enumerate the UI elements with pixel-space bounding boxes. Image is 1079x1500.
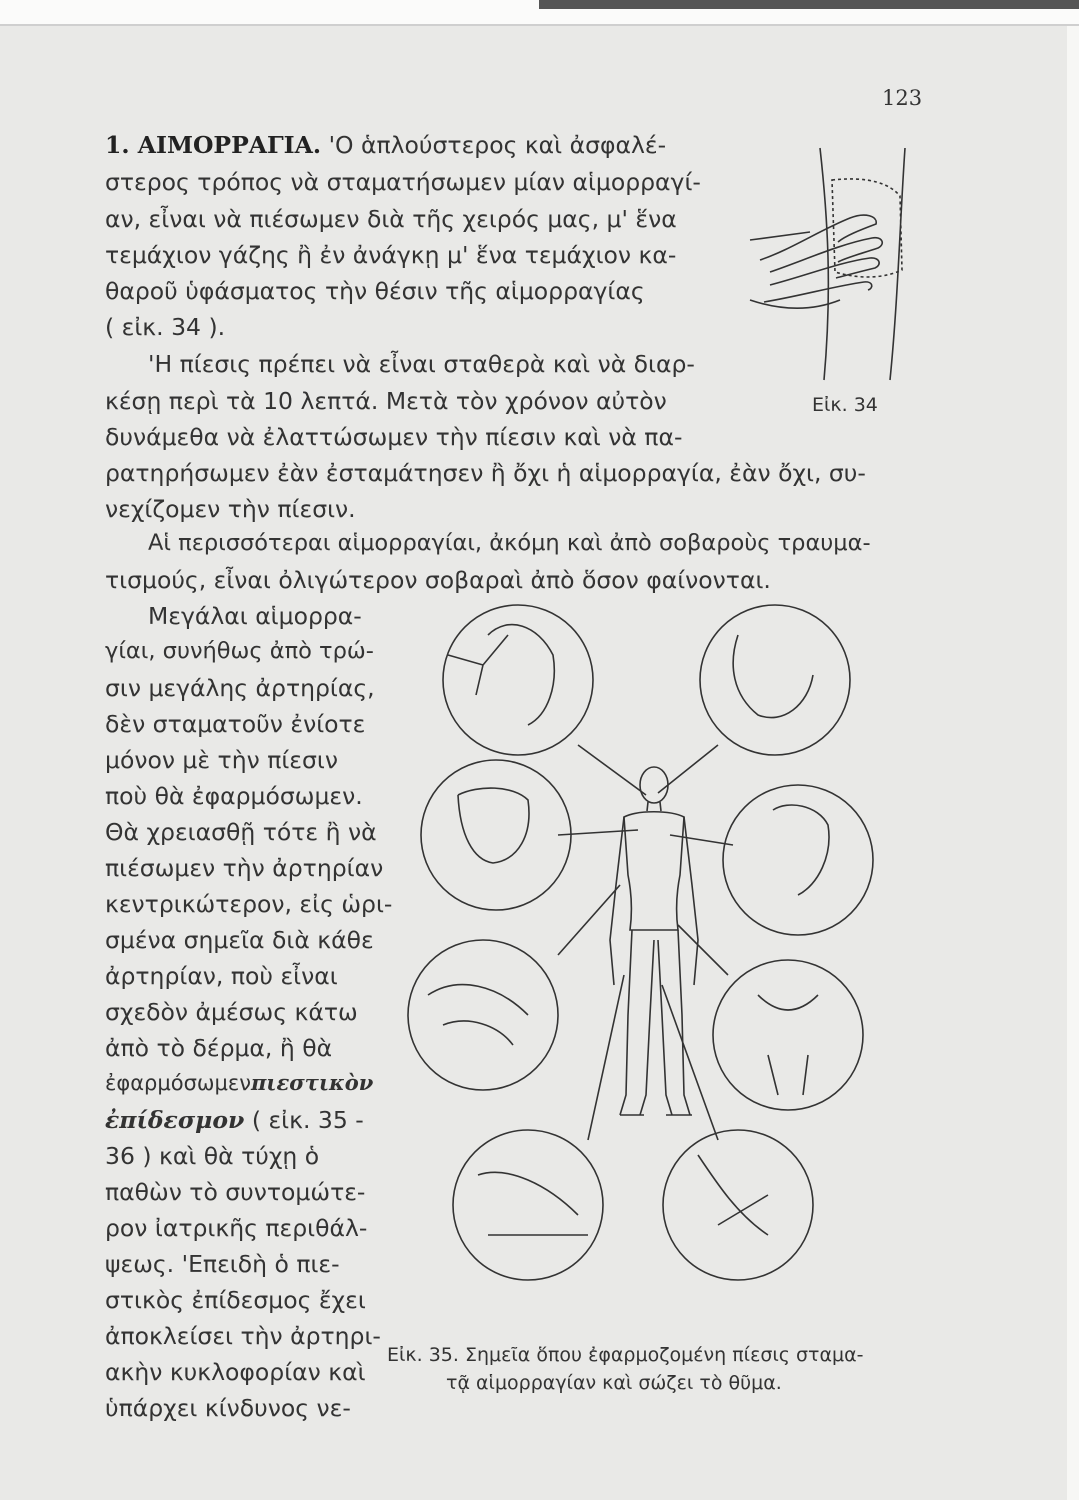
column-line: ἀρτηρίαν, ποὺ εἶναι — [105, 962, 338, 990]
text-line: νεχίζομεν τὴν πίεσιν. — [105, 495, 356, 523]
section-heading: 1. ΑΙΜΟΡΡΑΓΙΑ. — [105, 131, 322, 159]
text-line: 1. ΑΙΜΟΡΡΑΓΙΑ. 'Ο ἁπλούστερος καὶ ἀσφαλέ- — [105, 131, 667, 159]
scan-dark-strip — [539, 0, 1079, 9]
figure-35-illustration — [388, 595, 878, 1335]
column-line: στικὸς ἐπίδεσμος ἔχει — [105, 1286, 366, 1314]
column-line: γίαι, συνήθως ἀπὸ τρώ- — [105, 638, 374, 664]
column-line: σχεδὸν ἀμέσως κάτω — [105, 998, 358, 1026]
column-line: Θὰ χρειασθῇ τότε ἢ νὰ — [105, 818, 377, 846]
text-line: ( εἰκ. 34 ). — [105, 313, 226, 341]
connector-line — [588, 975, 624, 1140]
column-line: σμένα σημεῖα διὰ κάθε — [105, 926, 374, 954]
page-number: 123 — [882, 86, 923, 110]
column-line: δὲν σταματοῦν ἐνίοτε — [105, 710, 366, 738]
column-line: μόνον μὲ τὴν πίεσιν — [105, 746, 338, 774]
circle-jaw-point — [700, 605, 850, 755]
circle-arm-point — [408, 940, 558, 1090]
column-line: Μεγάλαι αἱμορρα- — [148, 602, 362, 630]
connector-line — [662, 985, 718, 1140]
figure-34-caption: Εἰκ. 34 — [812, 394, 878, 416]
scan-right-edge — [1067, 26, 1079, 1500]
connector-line — [558, 830, 638, 835]
circle-temple-point — [443, 605, 593, 755]
scan-rule — [0, 24, 1079, 26]
connector-line — [670, 835, 733, 845]
connector-line — [578, 745, 646, 795]
circle-carotid-point — [723, 785, 873, 935]
circle-forearm-point — [453, 1130, 603, 1280]
text-line: δυνάμεθα νὰ ἐλαττώσωμεν τὴν πίεσιν καὶ νὰ πα- — [105, 423, 683, 451]
scan-top-edge — [0, 0, 1079, 26]
text-line: θαροῦ ὑφάσματος τὴν θέσιν τῆς αἱμορραγίας — [105, 277, 645, 305]
text-line: 'Η πίεσις πρέπει νὰ εἶναι σταθερὰ καὶ νὰ διαρ- — [148, 350, 695, 378]
circle-neck-point — [421, 760, 571, 910]
figure-35-caption-line2: τᾷ αἱμορραγίαν καὶ σώζει τὸ θῦμα. — [446, 1372, 782, 1394]
column-line: ακὴν κυκλοφορίαν καὶ — [105, 1358, 366, 1386]
column-line: ἀποκλείσει τὴν ἀρτηρι- — [105, 1322, 381, 1350]
column-line: ψεως. 'Επειδὴ ὁ πιε- — [105, 1250, 340, 1278]
column-line: παθὼν τὸ συντομώτε- — [105, 1178, 366, 1206]
body-figure — [610, 767, 698, 1115]
text-line: ρατηρήσωμεν ἐὰν ἐσταμάτησεν ἢ ὄχι ἡ αἱμορραγία, ἐὰν ὄχι, συ- — [105, 459, 866, 487]
column-line: ἐφαρμόσωμενπιεστικὸν — [105, 1070, 374, 1095]
column-line: πιέσωμεν τὴν ἀρτηρίαν — [105, 854, 384, 882]
column-line: ὑπάρχει κίνδυνος νε- — [105, 1394, 351, 1422]
text-line: Αἱ περισσότεραι αἱμορραγίαι, ἀκόμη καὶ ἀπὸ σοβαροὺς τραυμα- — [148, 530, 871, 556]
column-line: 36 ) καὶ θὰ τύχῃ ὁ — [105, 1142, 320, 1170]
figure-35-caption-line1: Εἰκ. 35. Σημεῖα ὅπου ἐφαρμοζομένη πίεσις σταμα- — [387, 1344, 864, 1366]
text-line: αν, εἶναι νὰ πιέσωμεν διὰ τῆς χειρός μας, μ' ἕνα — [105, 205, 677, 233]
figure-34-illustration — [740, 140, 920, 390]
column-line: ρον ἰατρικῆς περιθάλ- — [105, 1214, 368, 1242]
text-line: τισμούς, εἶναι ὀλιγώτερον σοβαραὶ ἀπὸ ὅσον φαίνονται. — [105, 566, 771, 594]
connector-line — [658, 745, 718, 793]
column-line: ποὺ θὰ ἐφαρμόσωμεν. — [105, 782, 363, 810]
column-line: σιν μεγάλης ἀρτηρίας, — [105, 674, 375, 702]
emphasis-term: ἐπίδεσμον — [105, 1106, 245, 1134]
column-line: ἀπὸ τὸ δέρμα, ἢ θὰ — [105, 1034, 333, 1062]
emphasis-term: πιεστικὸν — [250, 1070, 374, 1095]
circle-thigh-point — [663, 1130, 813, 1280]
column-line: ἐπίδεσμον ( εἰκ. 35 - — [105, 1106, 364, 1134]
column-line: κεντρικώτερον, εἰς ὡρι- — [105, 890, 393, 918]
circle-groin-point — [713, 960, 863, 1110]
text-line: τεμάχιον γάζης ἢ ἐν ἀνάγκῃ μ' ἕνα τεμάχιον κα- — [105, 241, 677, 269]
text-line: κέσῃ περὶ τὰ 10 λεπτά. Μετὰ τὸν χρόνον αὐτὸν — [105, 387, 667, 415]
connector-line — [678, 925, 728, 975]
text-line: στερος τρόπος νὰ σταματήσωμεν μίαν αἱμορραγί- — [105, 168, 701, 196]
